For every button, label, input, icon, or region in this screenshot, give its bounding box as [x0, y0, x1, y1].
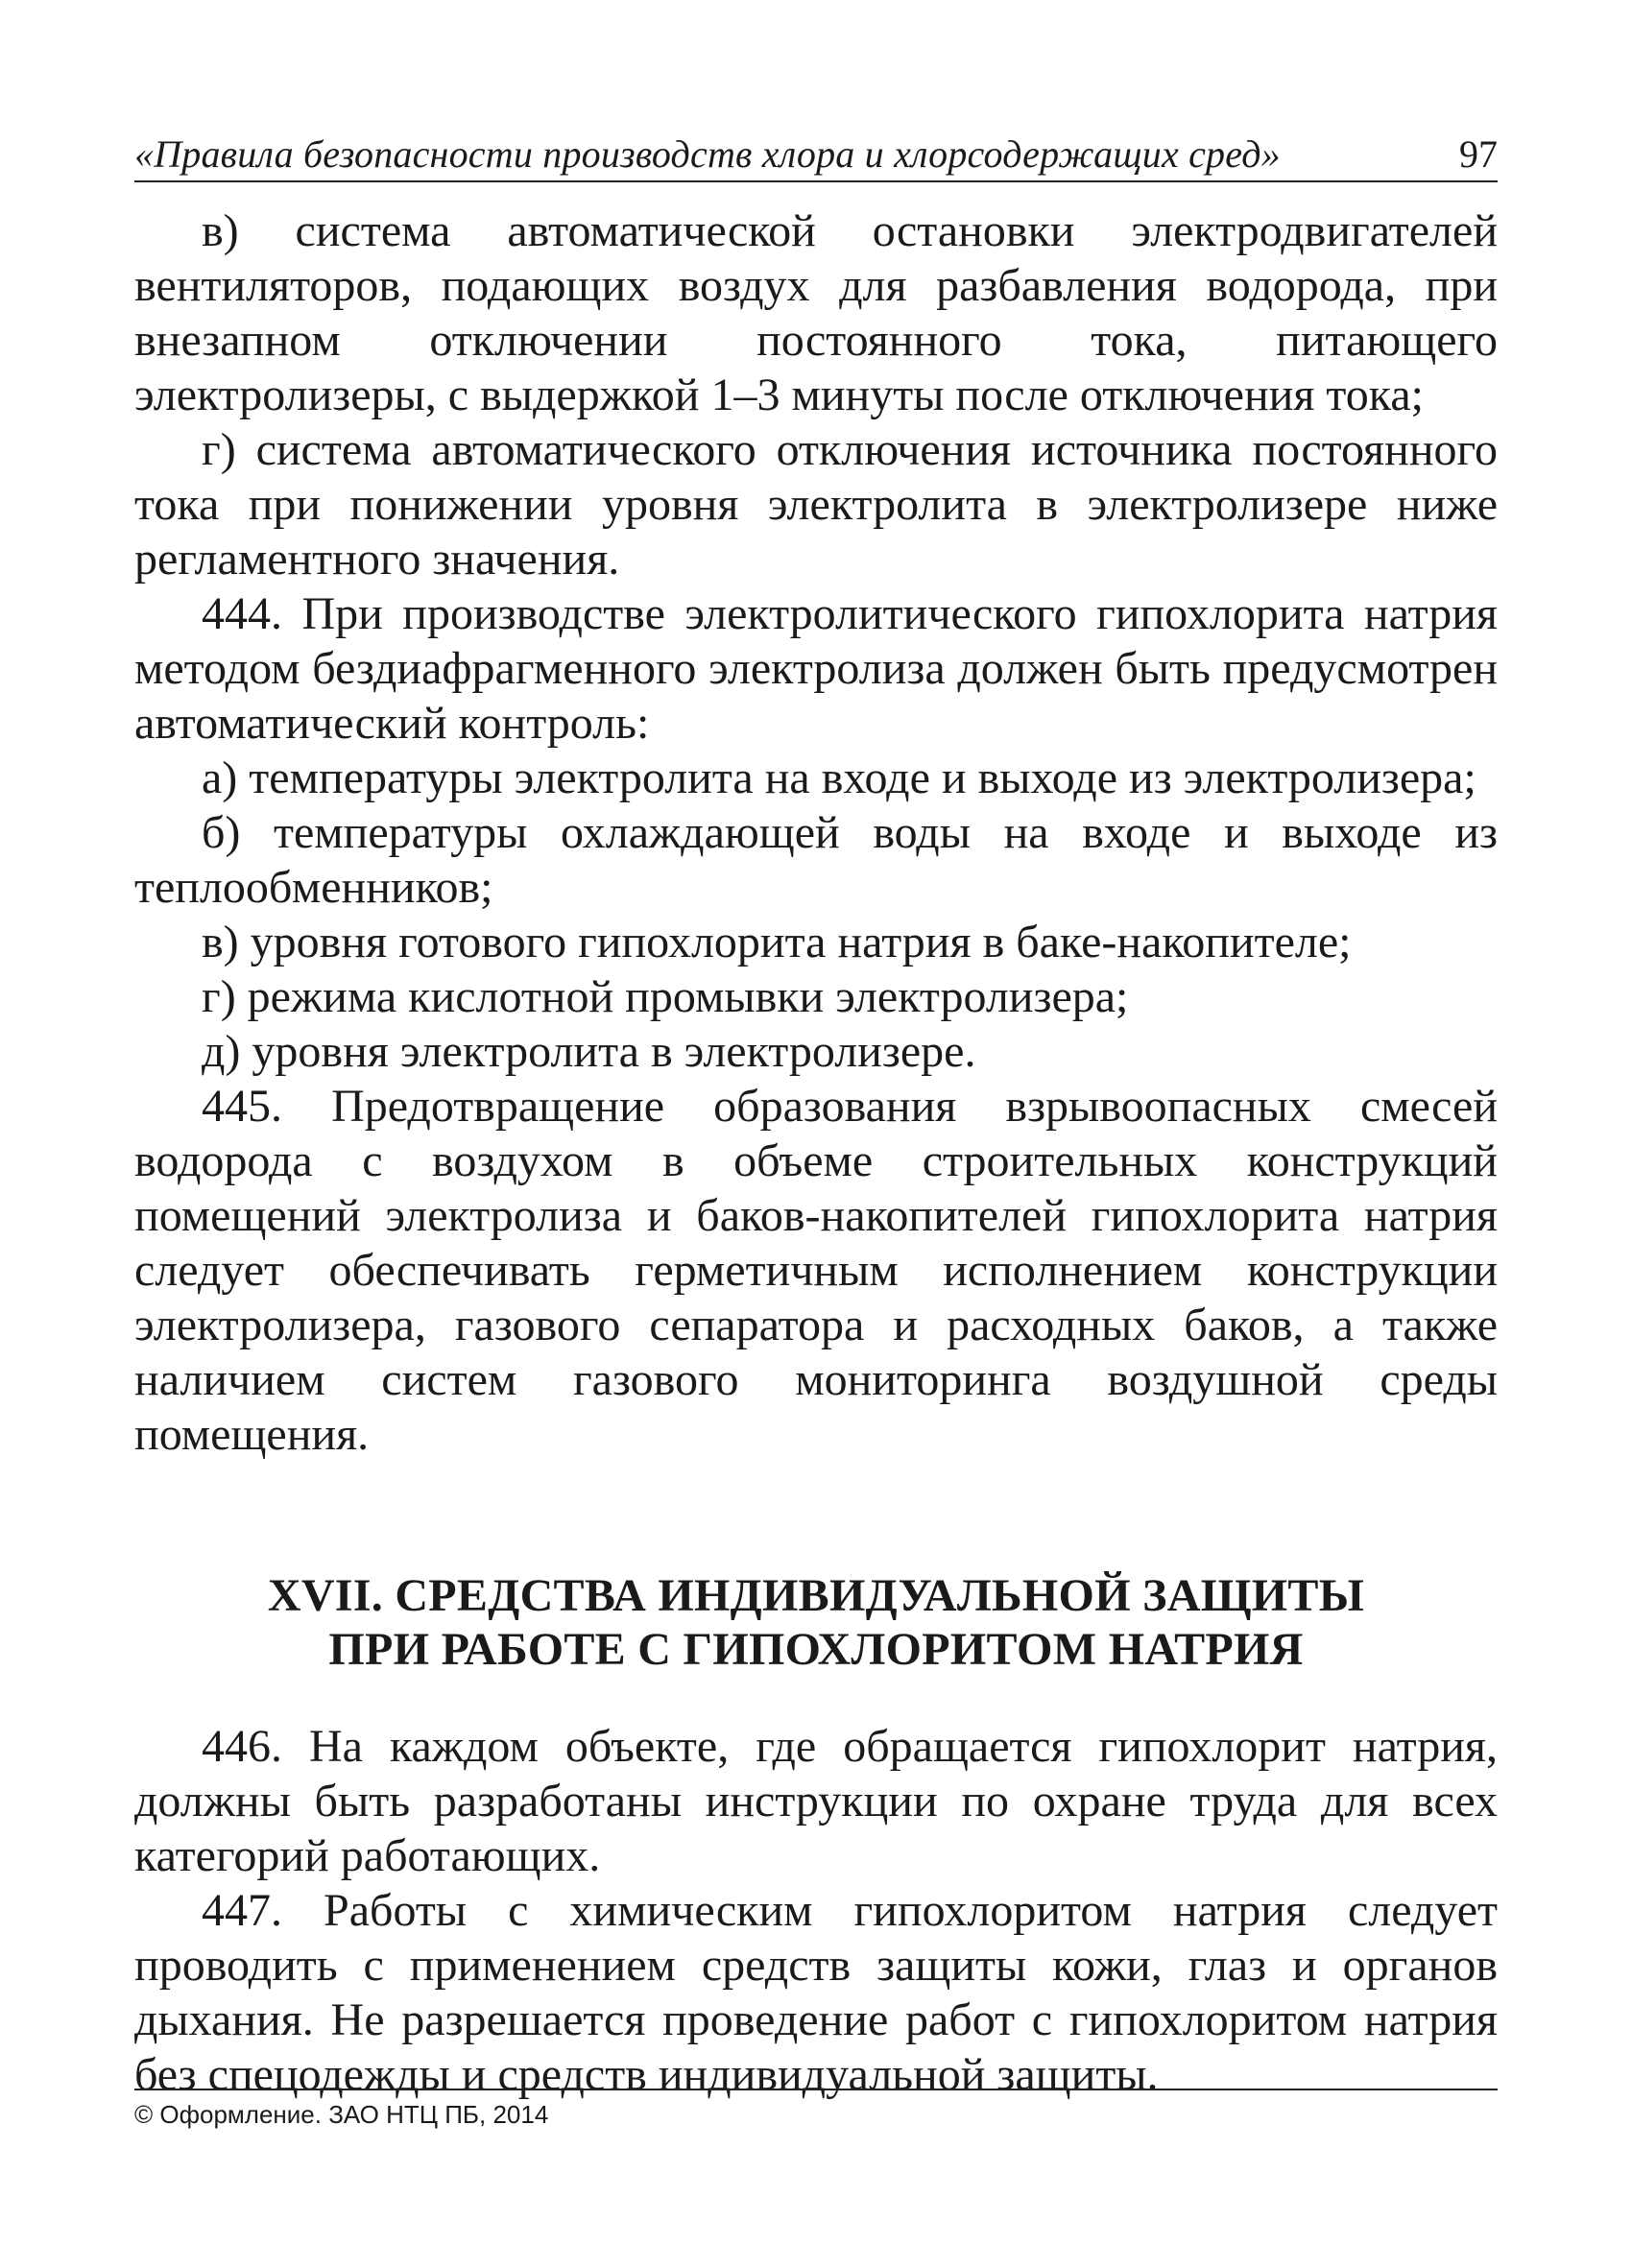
paragraph-item-g: г) система автоматического отключения источника постоянного тока при понижении уровня электролита в электролизере ниже регламентного значения. [134, 424, 1498, 585]
section-heading-line-2: ПРИ РАБОТЕ С ГИПОХЛОРИТОМ НАТРИЯ [328, 1624, 1304, 1675]
page-header [134, 123, 1498, 182]
document-body [134, 203, 1498, 2102]
list-item-a: а) температуры электролита на входе и выходе из электролизера; [202, 752, 1476, 803]
running-title: «Правила безопасности производств хлора и хлорсодержащих сред» [134, 132, 1281, 176]
list-item-v: в) уровня готового гипохлорита натрия в баке-накопителе; [202, 917, 1352, 967]
paragraph-445: 445. Предотвращение образования взрывоопасных смесей водорода с воздухом в объеме строительных конструкций помещений электролиза и баков-накопителей гипохлорита натрия следует обеспечивать герметичным исполнением конструкции электролизера, газового сепаратора и расходных баков, а также наличием систем газового мониторинга воздушной среды помещения. [134, 1081, 1498, 1460]
page-number: 97 [1459, 132, 1498, 176]
list-item-b: б) температуры охлаждающей воды на входе и выходе из теплообменников; [134, 807, 1498, 913]
list-item-d: д) уровня электролита в электролизере. [202, 1026, 976, 1077]
paragraph-item-v: в) система автоматической остановки электродвигателей вентиляторов, подающих воздух для разбавления водорода, при внезапном отключении постоянного тока, питающего электролизеры, с выдержкой 1–3 минуты после отключения тока; [134, 205, 1498, 420]
footer-divider [134, 2089, 1498, 2090]
section-heading-line-1: XVII. СРЕДСТВА ИНДИВИДУАЛЬНОЙ ЗАЩИТЫ [267, 1570, 1365, 1621]
section-heading [134, 1569, 1498, 1677]
paragraph-447: 447. Работы с химическим гипохлоритом натрия следует проводить с применением средств защиты кожи, глаз и органов дыхания. Не разрешается проведение работ с гипохлоритом натрия без спецодежды и средств индивидуальной защиты. [134, 1885, 1498, 2100]
paragraph-446: 446. На каждом объекте, где обращается гипохлорит натрия, должны быть разработаны инструкции по охране труда для всех категорий работающих. [134, 1721, 1498, 1881]
footer-copyright: © Оформление. ЗАО НТЦ ПБ, 2014 [134, 2100, 549, 2129]
list-item-g: г) режима кислотной промывки электролизера; [202, 971, 1129, 1022]
paragraph-444: 444. При производстве электролитического гипохлорита натрия методом бездиафрагменного электролиза должен быть предусмотрен автоматический контроль: [134, 588, 1498, 749]
